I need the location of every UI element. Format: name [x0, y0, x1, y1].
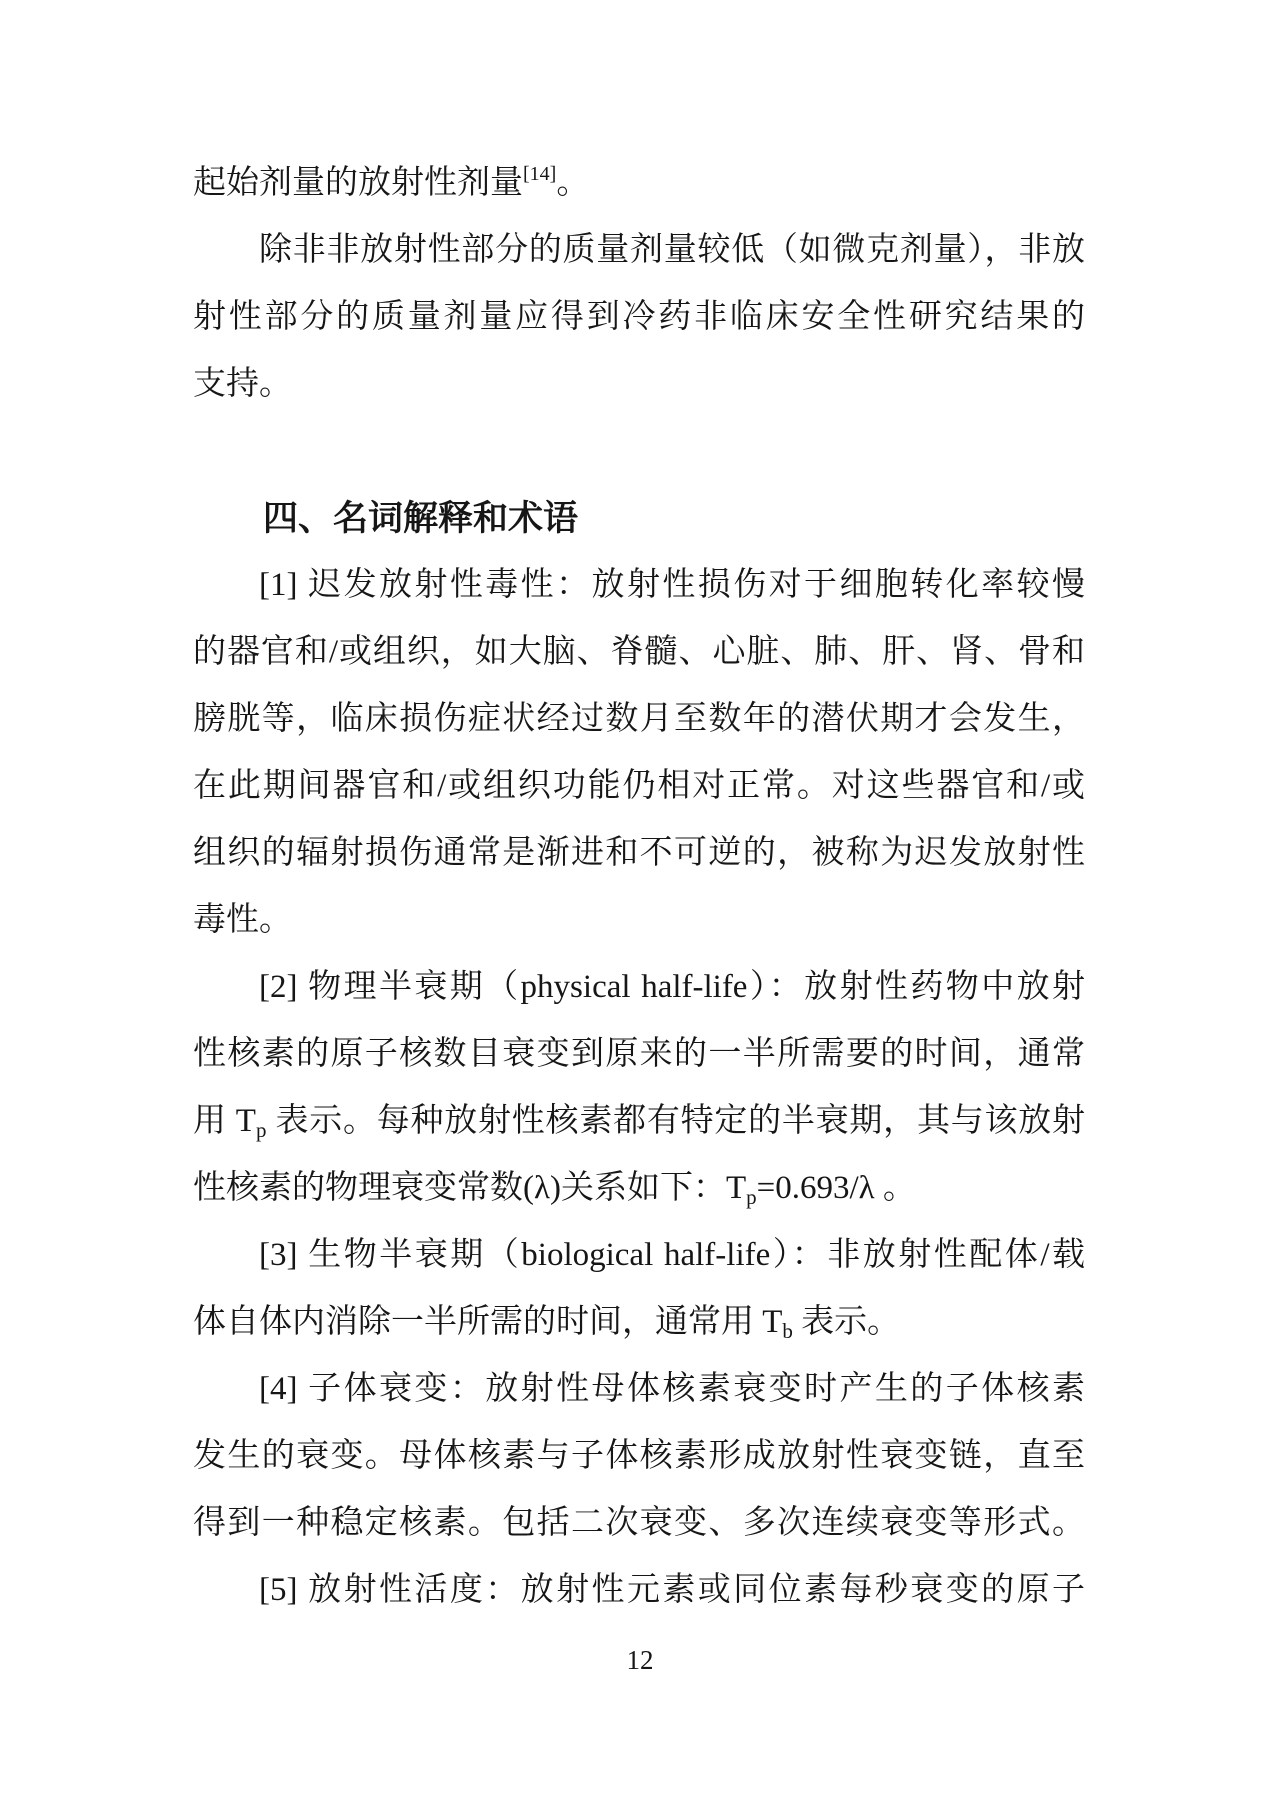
- text-line: [193, 1557, 1085, 1624]
- text-line: [193, 887, 1085, 954]
- text-line: [193, 1356, 1085, 1423]
- text-line: [193, 1423, 1085, 1490]
- text-block: [193, 150, 1085, 1624]
- text-line: [193, 686, 1085, 753]
- text-segment: 在此期间器官和/或组织功能仍相对正常。对这些器官和/或: [193, 768, 1085, 804]
- text-line: [193, 552, 1085, 619]
- text-line: [193, 619, 1085, 686]
- page-number: 12: [626, 1645, 654, 1675]
- text-segment: 体自体内消除一半所需的时间，通常用 T: [193, 1304, 783, 1340]
- text-segment: 性核素的原子核数目衰变到原来的一半所需要的时间，通常: [193, 1036, 1085, 1072]
- text-segment: 四、名词解释和术语: [263, 499, 579, 538]
- text-segment: =0.693/λ 。: [756, 1170, 916, 1206]
- text-line: [193, 1490, 1085, 1557]
- text-segment: 射性部分的质量剂量应得到冷药非临床安全性研究结果的: [193, 299, 1085, 335]
- text-segment: [5] 放射性活度：放射性元素或同位素每秒衰变的原子: [259, 1572, 1085, 1608]
- text-segment: 表示。每种放射性核素都有特定的半衰期，其与该放射: [266, 1103, 1085, 1139]
- text-line: [193, 954, 1085, 1021]
- text-segment: 性核素的物理衰变常数(λ)关系如下：T: [193, 1170, 747, 1206]
- subscript-variable: b: [782, 1319, 793, 1343]
- section-heading: [193, 485, 1085, 552]
- text-segment: [1] 迟发放射性毒性：放射性损伤对于细胞转化率较慢: [259, 567, 1085, 603]
- subscript-variable: p: [746, 1185, 757, 1209]
- text-line: [193, 1021, 1085, 1088]
- text-segment: 得到一种稳定核素。包括二次衰变、多次连续衰变等形式。: [193, 1505, 1085, 1541]
- blank-line: [193, 418, 1085, 485]
- text-line: [193, 1289, 1085, 1356]
- text-line: [193, 1222, 1085, 1289]
- text-segment: 用 T: [193, 1103, 256, 1139]
- text-line: [193, 1155, 1085, 1222]
- text-segment: 支持。: [193, 366, 292, 402]
- text-segment: 起始剂量的放射性剂量: [193, 165, 523, 201]
- text-line: [193, 217, 1085, 284]
- superscript-citation: [14]: [523, 163, 557, 185]
- text-line: [193, 284, 1085, 351]
- text-line: [193, 820, 1085, 887]
- text-segment: 膀胱等，临床损伤症状经过数月至数年的潜伏期才会发生，: [193, 701, 1085, 737]
- text-segment: 除非非放射性部分的质量剂量较低（如微克剂量），非放: [259, 232, 1085, 268]
- text-segment: [4] 子体衰变：放射性母体核素衰变时产生的子体核素: [259, 1371, 1085, 1407]
- subscript-variable: p: [255, 1118, 267, 1142]
- text-line: [193, 753, 1085, 820]
- text-line: [193, 1088, 1085, 1155]
- text-segment: 的器官和/或组织，如大脑、脊髓、心脏、肺、肝、肾、骨和: [193, 634, 1085, 670]
- text-segment: [3] 生物半衰期（biological half-life）：非放射性配体/载: [259, 1237, 1085, 1273]
- text-segment: 组织的辐射损伤通常是渐进和不可逆的，被称为迟发放射性: [193, 835, 1085, 871]
- text-line: [193, 150, 1085, 217]
- text-segment: 。: [556, 165, 590, 201]
- text-line: [193, 351, 1085, 418]
- text-segment: 发生的衰变。母体核素与子体核素形成放射性衰变链，直至: [193, 1438, 1085, 1474]
- text-segment: [2] 物理半衰期（physical half-life）：放射性药物中放射: [259, 969, 1085, 1005]
- text-segment: 表示。: [792, 1304, 901, 1340]
- text-segment: 毒性。: [193, 902, 292, 938]
